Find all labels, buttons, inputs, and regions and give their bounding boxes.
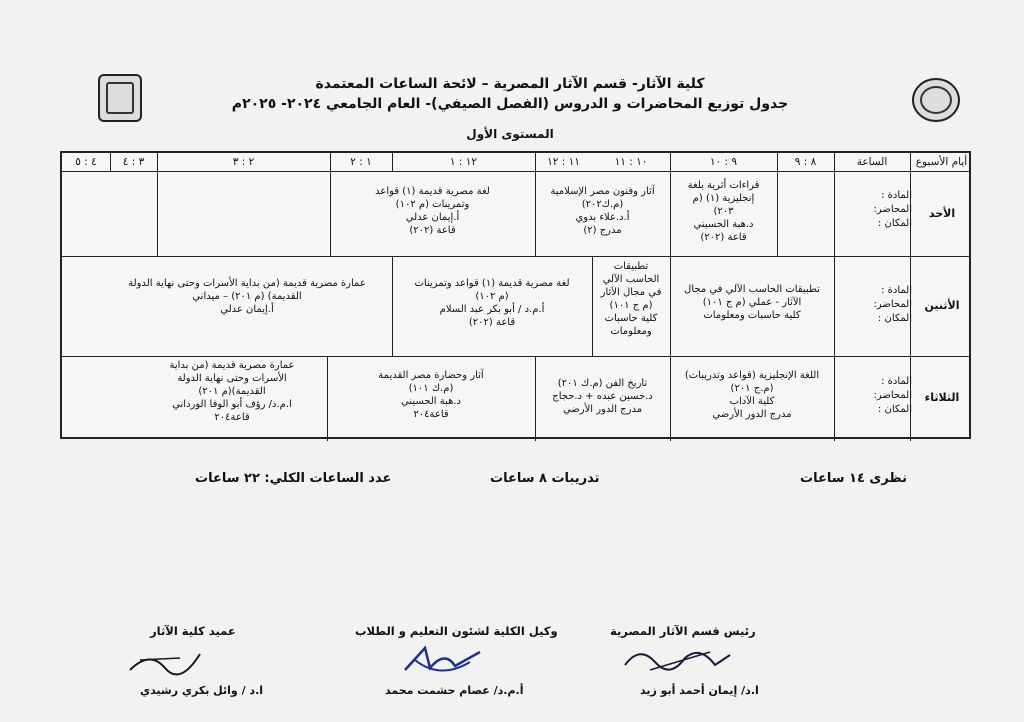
- header-time-8: ٣ : ٤: [122, 156, 145, 168]
- header-time-2: ٩ : ١٠: [709, 156, 738, 168]
- header-time-1: ٨ : ٩: [794, 156, 817, 168]
- tuesday-cell-2: تاريخ الفن (م.ك ٢٠١) د.حسين عبده + د.حجاج مدرج الدور الأرضي: [552, 378, 653, 415]
- summary-total: عدد الساعات الكلي: ٢٢ ساعات: [195, 471, 392, 486]
- head-of-dept-name: ا.د/ إيمان أحمد أبو زيد: [640, 684, 759, 697]
- tuesday-cell-1: اللغة الإنجليزية (قواعد وتدريبات) (م.ج ٢٠١) كلية الآداب مدرج الدور الأرضي: [684, 370, 820, 420]
- day-sunday: الأحد: [928, 207, 956, 220]
- row-labels-sunday: المادة : المحاضر: المكان :: [873, 190, 912, 229]
- vice-dean-signature: [400, 640, 490, 680]
- dean-title: عميد كلية الآثار: [150, 624, 236, 638]
- faculty-logo: [912, 78, 960, 122]
- header-time-3: ١٠ : ١١: [614, 156, 648, 168]
- monday-cell-4: عمارة مصرية قديمة (من بداية الأسرات وحتى نهاية الدولة القديمة) (م ٢٠١) – ميداني أ.إيمان عدلي: [128, 278, 366, 315]
- row-labels-monday: المادة : المحاضر: المكان :: [873, 285, 912, 324]
- sunday-cell-3: لغة مصرية قديمة (١) قواعد وتمرينات (م ١٠٢) أ.إيمان عدلي قاعة (٢٠٢): [375, 186, 490, 236]
- monday-cell-1: تطبيقات الحاسب الآلي في مجال الآثار - عملي (م ج ١٠١) كلية حاسبات ومعلومات: [684, 284, 820, 321]
- sunday-cell-1: قراءات أثرية بلغة إنجليزية (١) (م ٢٠٣) د.هبة الحسيني قاعة (٢٠٢): [687, 180, 760, 243]
- head-signature: [620, 640, 740, 680]
- row-labels-tuesday: المادة : المحاضر: المكان :: [873, 376, 912, 415]
- header-time-9: ٤ : ٥: [75, 156, 97, 168]
- monday-cell-2: تطبيقات الحاسب الآلي في مجال الآثار (م ج ١٠١) كلية حاسبات ومعلومات: [600, 261, 662, 337]
- header-time-5: ١٢ : ١: [449, 156, 478, 168]
- tuesday-cell-3: آثار وحضارة مصر القديمة (م.ك ١٠١) د.هبة الحسيني قاعة٢٠٤: [378, 370, 484, 420]
- header-time-6: ١ : ٢: [350, 156, 372, 168]
- header-time-7: ٢ : ٣: [232, 156, 255, 168]
- dean-signature: [120, 640, 210, 680]
- day-tuesday: الثلاثاء: [924, 391, 960, 404]
- vice-dean-title: وكيل الكلية لشئون التعليم و الطلاب: [355, 624, 558, 638]
- day-monday: الأثنين: [924, 299, 960, 312]
- tuesday-cell-4: عمارة مصرية قديمة (من بداية الأسرات وحتى نهاية الدولة القديمة)(م ٢٠١) ا.م.د/ رؤف أبو الوفا الورداني قاعة٢٠٤: [169, 360, 295, 423]
- monday-cell-3: لغة مصرية قديمة (١) قواعد وتمرينات (م ١٠٢) أ.م.د / أبو بكر عبد السلام قاعة (٢٠٢): [414, 278, 570, 328]
- vice-dean-name: أ.م.د/ عصام حشمت محمد: [385, 684, 524, 697]
- summary-training: تدريبات ٨ ساعات: [490, 471, 600, 486]
- university-logo: [98, 74, 142, 122]
- header-title: كلية الآثار- قسم الآثار المصرية – لائحة الساعات المعتمدة: [315, 76, 705, 92]
- header-subtitle: جدول توزيع المحاضرات و الدروس (الفصل الصيفي)- العام الجامعي ٢٠٢٤- ٢٠٢٥م: [231, 96, 789, 112]
- level-label: المستوى الأول: [466, 127, 554, 141]
- summary-theory: نظرى ١٤ ساعات: [800, 471, 907, 486]
- header-time-4: ١١ : ١٢: [547, 156, 580, 168]
- schedule-table: [60, 151, 971, 439]
- head-of-dept-title: رئيس قسم الآثار المصرية: [610, 624, 756, 638]
- header-week-days: أيام الأسبوع: [915, 156, 968, 168]
- dean-name: ا.د / وائل بكري رشيدي: [140, 684, 264, 697]
- sunday-cell-2: آثار وفنون مصر الإسلامية (م.ك٢٠٢) أ.د.علاء بدوي مدرج (٢): [550, 186, 655, 236]
- header-hour: الساعة: [856, 156, 888, 168]
